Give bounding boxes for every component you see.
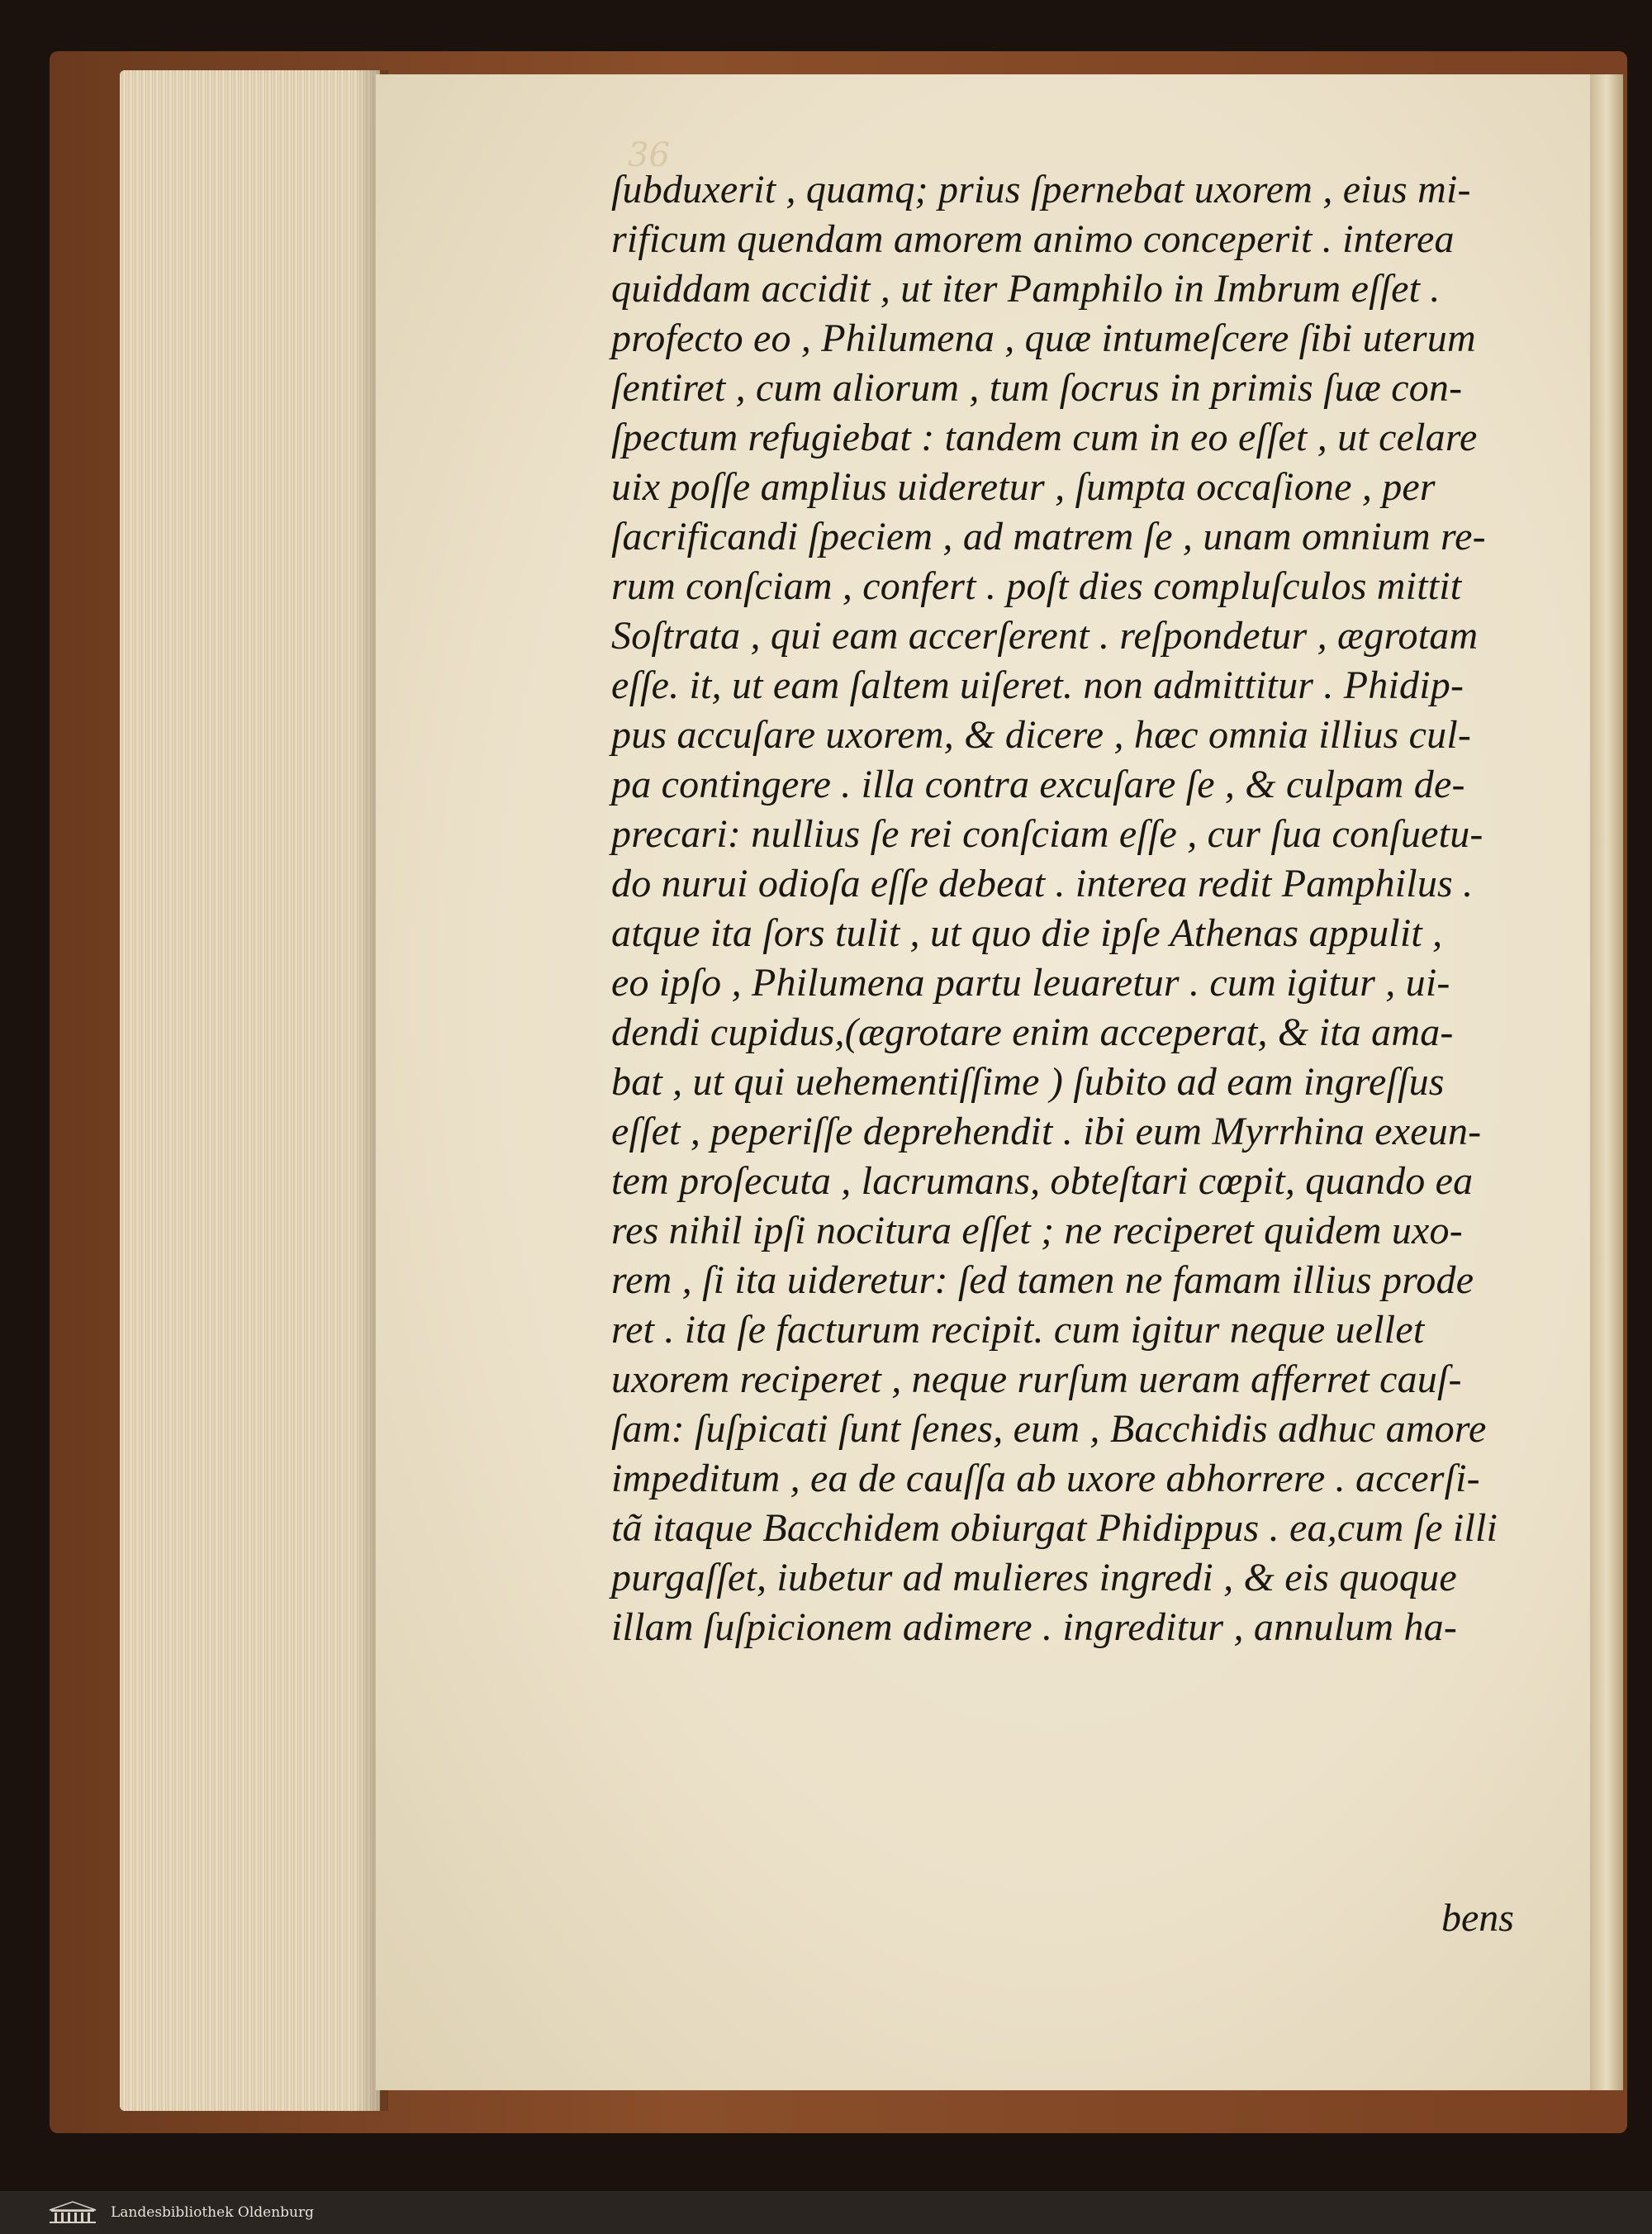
text-line: pa contingere . illa contra excuſare ſe , & culpam de- <box>611 763 1465 806</box>
text-line: ſpectum refugiebat : tandem cum in eo eſſet , ut celare <box>611 416 1478 459</box>
text-line: impeditum , ea de cauſſa ab uxore abhorrere . accerſi- <box>611 1457 1480 1500</box>
page-edges <box>120 70 380 2111</box>
footer-bar <box>0 2191 1652 2234</box>
text-line: pus accuſare uxorem, & dicere , hæc omnia illius cul- <box>611 713 1472 757</box>
book-gutter <box>1590 74 1623 2090</box>
text-line: Soſtrata , qui eam accerſerent . reſpondetur , ægrotam <box>611 614 1479 658</box>
text-line: res nihil ipſi nocitura eſſet ; ne reciperet quidem uxo- <box>611 1209 1463 1252</box>
text-line: dendi cupidus,(ægrotare enim acceperat, & ita ama- <box>611 1010 1454 1054</box>
text-line: ſacrificandi ſpeciem , ad matrem ſe , unam omnium re- <box>611 515 1486 558</box>
text-line: eſſet , peperiſſe deprehendit . ibi eum Myrrhina exeun- <box>611 1110 1482 1153</box>
text-line: purgaſſet, iubetur ad mulieres ingredi , & eis quoque <box>611 1556 1457 1599</box>
text-line: quiddam accidit , ut iter Pamphilo in Imbrum eſſet . <box>611 267 1441 311</box>
text-line: rum conſciam , confert . poſt dies compluſculos mittit <box>611 564 1462 608</box>
text-line: ret . ita ſe facturum recipit. cum igitur neque uellet <box>611 1308 1425 1352</box>
page-text <box>611 165 1498 1652</box>
text-line: profecto eo , Philumena , quæ intumeſcere ſibi uterum <box>611 316 1476 360</box>
text-line: tã itaque Bacchidem obiurgat Phidippus . ea,cum ſe illi <box>611 1506 1498 1550</box>
text-line: bat , ut qui uehementiſſime ) ſubito ad eam ingreſſus <box>611 1060 1445 1104</box>
page-number: 36 <box>628 136 670 174</box>
text-line: ſubduxerit , quamq; prius ſpernebat uxorem , eius mi- <box>611 168 1471 212</box>
text-line: rem , ſi ita uideretur: ſed tamen ne famam illius prode <box>611 1258 1474 1302</box>
text-line: atque ita ſors tulit , ut quo die ipſe Athenas appulit , <box>611 911 1443 955</box>
text-line: uix poſſe amplius uideretur , ſumpta occaſione , per <box>611 465 1436 509</box>
text-line: do nurui odioſa eſſe debeat . interea redit Pamphilus . <box>611 862 1474 905</box>
text-line: precari: nullius ſe rei conſciam eſſe , cur ſua conſuetu- <box>611 812 1483 856</box>
library-building-icon <box>46 2200 99 2225</box>
text-line: tem proſecuta , lacrumans, obteſtari cœpit, quando ea <box>611 1159 1474 1203</box>
text-line: uxorem reciperet , neque rurſum ueram afferret cauſ- <box>611 1357 1462 1401</box>
text-line: rificum quendam amorem animo conceperit . interea <box>611 217 1455 261</box>
text-line: eo ipſo , Philumena partu leuaretur . cum igitur , ui- <box>611 961 1450 1005</box>
institution-name: Landesbibliothek Oldenburg <box>111 2204 315 2221</box>
text-line: ſentiret , cum aliorum , tum ſocrus in primis ſuæ con- <box>611 366 1463 410</box>
text-line: illam ſuſpicionem adimere . ingreditur , annulum ha- <box>611 1605 1458 1649</box>
text-line: eſſe. it, ut eam ſaltem uiſeret. non admittitur . Phidip- <box>611 663 1464 707</box>
text-line: ſam: ſuſpicati ſunt ſenes, eum , Bacchidis adhuc amore <box>611 1407 1487 1451</box>
catchword: bens <box>1441 1896 1514 1940</box>
